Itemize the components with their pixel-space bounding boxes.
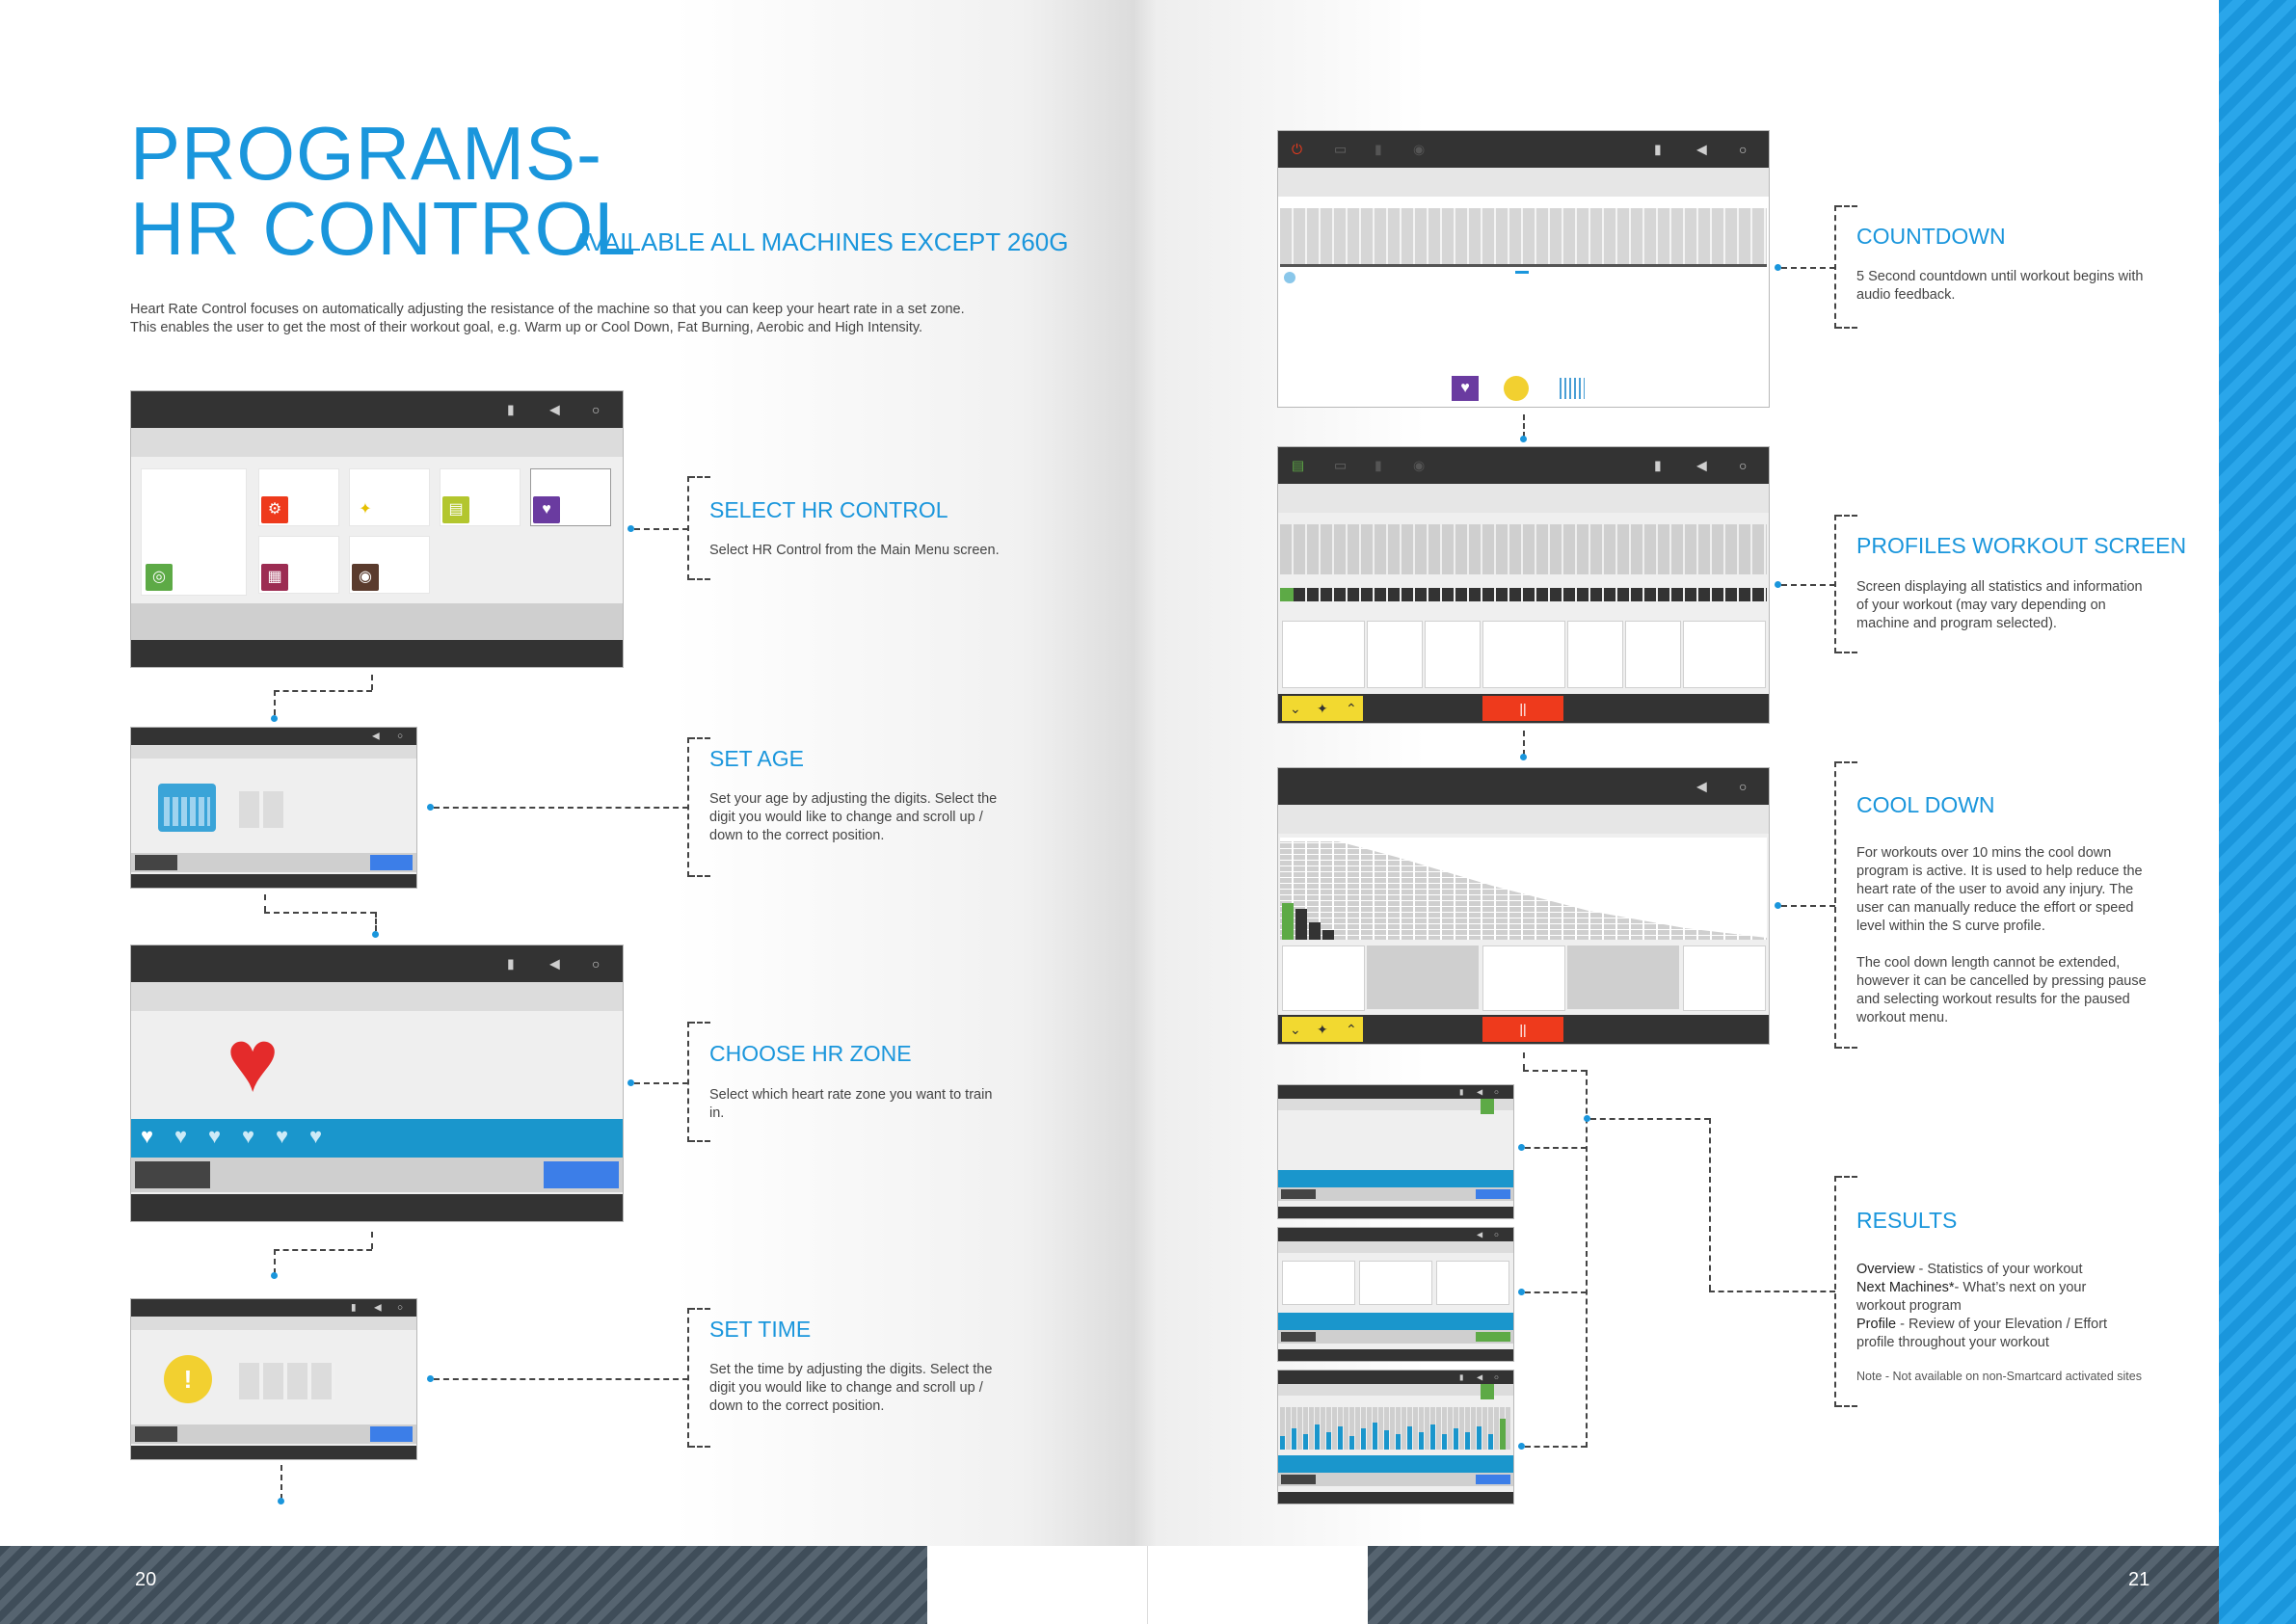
grid-icon: ▦ (261, 564, 288, 591)
page-subtitle: AVAILABLE ALL MACHINES EXCEPT 260G (574, 227, 1069, 256)
set-age-bracket (687, 737, 689, 877)
next-button[interactable] (1476, 1189, 1510, 1199)
choose-zone-desc-line: in. (709, 1105, 725, 1121)
status-bar (131, 391, 623, 428)
display-icon: ▭ (1334, 457, 1348, 473)
blue-edge-strip (2219, 0, 2296, 1624)
stat-box (1683, 621, 1766, 688)
profiles-workout-screen (1277, 446, 1770, 724)
countdown-desc-line: 5 Second countdown until workout begins with (1856, 269, 2144, 284)
menu-tile[interactable] (440, 468, 521, 526)
volume-icon: ◀ (549, 955, 560, 972)
battery-icon: ▮ (507, 401, 515, 417)
zone-heart-icon[interactable]: ♥ (242, 1124, 255, 1148)
next-machines-text-2: workout program (1856, 1298, 1962, 1314)
profiles-desc (1856, 578, 2184, 633)
settings-icon: ○ (592, 402, 601, 417)
chevron-up-icon[interactable]: ⌃ (1346, 1022, 1357, 1037)
volume-icon: ◀ (1696, 457, 1707, 473)
status-tag (1481, 1384, 1494, 1399)
countdown-title: COUNTDOWN (1856, 224, 2006, 249)
choose-zone-desc (709, 1086, 1037, 1123)
next-button[interactable] (370, 1426, 413, 1442)
profiles-desc-line: machine and program selected). (1856, 616, 2057, 631)
battery-icon: ▮ (1375, 141, 1382, 157)
calendar-icon (158, 784, 216, 832)
volume-icon: ◀ (1477, 1230, 1483, 1239)
profile-progress-row (1280, 588, 1767, 601)
cool-down-desc-line: and selecting workout results for the paused (1856, 992, 2130, 1007)
cool-down-desc-line: level within the S curve profile. (1856, 918, 2045, 934)
stat-box (1425, 621, 1481, 688)
countdown-icon (1284, 272, 1295, 283)
settings-icon: ○ (1739, 458, 1748, 473)
settings-icon: ○ (1494, 1372, 1499, 1382)
footer-bar-right (1368, 1546, 2219, 1624)
battery-icon: ▮ (1654, 457, 1662, 473)
heart-rate-icon: ♥ (226, 1012, 280, 1110)
profile-grid (1280, 208, 1767, 264)
set-time-screen (130, 1298, 417, 1460)
s-curve-profile (1280, 838, 1767, 940)
menu-tile[interactable] (258, 536, 339, 594)
cool-down-desc-line: The cool down length cannot be extended, (1856, 955, 2121, 971)
next-button[interactable] (544, 1161, 619, 1188)
select-hr-desc: Select HR Control from the Main Menu screen. (709, 543, 1000, 558)
choose-zone-desc-line: Select which heart rate zone you want to train (709, 1087, 993, 1103)
heart-icon: ♥ (1452, 376, 1479, 401)
profile-text-2: profile throughout your workout (1856, 1335, 2049, 1350)
settings-icon: ○ (592, 956, 601, 972)
results-note: Note - Not available on non-Smartcard activated sites (1856, 1370, 2142, 1383)
runner-icon: ✦ (1317, 701, 1328, 716)
settings-icon: ○ (397, 1302, 404, 1314)
overview-text: - Statistics of your workout (1914, 1262, 2083, 1277)
countdown-screen (1277, 130, 1770, 408)
stopwatch-icon: ! (164, 1355, 212, 1403)
title-line-2: HR CONTROL (130, 186, 637, 271)
power-icon: ⏻ (1292, 141, 1303, 157)
title-line-1: PROGRAMS- (130, 111, 603, 196)
stat-box (1282, 945, 1365, 1011)
menu-tile[interactable] (258, 468, 339, 526)
back-button[interactable] (135, 1161, 210, 1188)
battery-icon: ▮ (1459, 1372, 1464, 1382)
volume-icon: ◀ (1477, 1087, 1483, 1097)
speed-control[interactable] (1282, 696, 1363, 721)
select-hr-title: SELECT HR CONTROL (709, 497, 948, 522)
globe-icon: ◉ (1413, 457, 1426, 473)
stat-gap (1567, 945, 1679, 1009)
zone-heart-icon[interactable]: ♥ (141, 1124, 154, 1148)
cool-down-screen (1277, 767, 1770, 1045)
next-machines-label: Next Machines* (1856, 1280, 1955, 1295)
results-title: RESULTS (1856, 1208, 1958, 1233)
stat-gap (1367, 945, 1479, 1009)
stat-box (1282, 621, 1365, 688)
intro-line-2: This enables the user to get the most of their workout goal, e.g. Warm up or Cool Down, Fat Burning, Aerobic and High Intensity. (130, 320, 923, 335)
back-button[interactable] (1281, 1189, 1316, 1199)
speed-control[interactable] (1282, 1017, 1363, 1042)
back-button[interactable] (1281, 1475, 1316, 1484)
settings-icon: ○ (1494, 1230, 1499, 1239)
page-number-right: 21 (2128, 1569, 2150, 1590)
cool-down-profile (1280, 838, 1767, 940)
profiles-desc-line: of your workout (may vary depending on (1856, 598, 2106, 613)
age-digits[interactable] (239, 791, 283, 828)
next-button[interactable] (1476, 1332, 1510, 1342)
set-time-desc-line: digit you would like to change and scroll up / (709, 1380, 983, 1396)
battery-icon: ▮ (1654, 141, 1662, 157)
results-tabs[interactable] (1278, 1455, 1513, 1473)
chevron-down-icon[interactable]: ⌄ (1290, 1022, 1301, 1037)
cool-down-desc-line: program is active. It is used to help reduce the (1856, 864, 2143, 879)
results-profile-screen (1277, 1370, 1514, 1504)
time-digits[interactable] (239, 1363, 335, 1399)
runner-icon: ✦ (1317, 1022, 1328, 1037)
cool-down-desc-line: however it can be cancelled by pressing pause (1856, 973, 2147, 989)
pause-button[interactable]: || (1482, 1017, 1563, 1042)
volume-icon: ◀ (1477, 1372, 1483, 1382)
cool-down-title: COOL DOWN (1856, 792, 1995, 817)
set-time-desc-line: down to the correct position. (709, 1398, 885, 1414)
stat-box (1367, 621, 1423, 688)
machine-card[interactable] (1436, 1261, 1509, 1305)
volume-icon: ◀ (1696, 141, 1707, 157)
cool-down-bracket (1834, 761, 1836, 1049)
volume-icon: ◀ (1696, 778, 1707, 794)
gutter-line (1147, 1546, 1148, 1624)
set-age-desc-line: digit you would like to change and scroll up / (709, 810, 983, 825)
cool-down-desc-line: user can manually reduce the effort or speed (1856, 900, 2134, 916)
profile-grid (1280, 524, 1767, 574)
stopwatch-icon (1504, 376, 1529, 401)
results-tabs[interactable] (1278, 1313, 1513, 1330)
countdown-desc-line: audio feedback. (1856, 287, 1956, 303)
next-machines-text: - What’s next on your (1954, 1280, 2087, 1295)
target-icon: ◎ (146, 564, 173, 591)
results-overview-line (1856, 1261, 2184, 1279)
back-button[interactable] (135, 1426, 177, 1442)
countdown-bracket (1834, 205, 1836, 329)
set-time-title: SET TIME (709, 1317, 812, 1342)
profiles-desc-line: Screen displaying all statistics and information (1856, 579, 2143, 595)
countdown-indicator (1515, 271, 1529, 274)
stat-box (1482, 945, 1565, 1011)
chart-icon: ▤ (1292, 457, 1305, 473)
next-button[interactable] (1476, 1475, 1510, 1484)
cool-down-desc (1856, 844, 2184, 1027)
set-age-desc-line: Set your age by adjusting the digits. Select the (709, 791, 998, 807)
profile-label: Profile (1856, 1317, 1897, 1332)
hr-control-tile[interactable] (530, 468, 611, 526)
stat-box (1567, 621, 1623, 688)
gear-icon: ⚙ (261, 496, 288, 523)
choose-zone-bracket (687, 1022, 689, 1142)
pause-button[interactable]: || (1482, 696, 1563, 721)
cool-down-desc-line: For workouts over 10 mins the cool down (1856, 845, 2112, 861)
page-title (130, 111, 637, 271)
volume-icon: ◀ (549, 401, 560, 417)
page-number-left: 20 (135, 1569, 157, 1590)
settings-icon: ○ (1739, 779, 1748, 794)
volume-icon: ◀ (374, 1302, 382, 1314)
volume-icon: ◀ (372, 731, 380, 742)
profile-text: - Review of your Elevation / Effort (1896, 1317, 2108, 1332)
results-bracket (1834, 1176, 1836, 1407)
main-menu-screen (130, 390, 624, 668)
heart-icon: ♥ (533, 496, 560, 523)
globe-icon: ◉ (1413, 141, 1426, 157)
set-time-bracket (687, 1308, 689, 1448)
stat-box (1683, 945, 1766, 1011)
zone-heart-icon[interactable]: ♥ (208, 1124, 222, 1148)
battery-icon: ▮ (1375, 457, 1382, 473)
choose-zone-title: CHOOSE HR ZONE (709, 1041, 912, 1066)
runner-icon: ✦ (352, 496, 379, 523)
stat-box (1482, 621, 1565, 688)
zone-heart-icon[interactable]: ♥ (276, 1124, 289, 1148)
choose-zone-screen (130, 945, 624, 1222)
battery-icon: ▮ (1459, 1087, 1464, 1097)
cool-down-desc-line: workout menu. (1856, 1010, 1949, 1025)
equalizer-icon (1560, 378, 1585, 399)
chevron-up-icon[interactable]: ⌃ (1346, 701, 1357, 716)
set-time-desc-line: Set the time by adjusting the digits. Select the (709, 1362, 993, 1377)
chevron-down-icon[interactable]: ⌄ (1290, 701, 1301, 716)
zone-selector[interactable] (131, 1119, 623, 1158)
select-hr-bracket (687, 476, 689, 580)
zone-heart-icon[interactable]: ♥ (174, 1124, 188, 1148)
menu-tile[interactable] (141, 468, 247, 596)
results-overview-screen (1277, 1084, 1514, 1219)
machine-card[interactable] (1359, 1261, 1432, 1305)
settings-icon: ○ (1739, 142, 1748, 157)
set-age-screen (130, 727, 417, 889)
profiles-title: PROFILES WORKOUT SCREEN (1856, 533, 2187, 558)
back-button[interactable] (135, 855, 177, 870)
display-icon: ▭ (1334, 141, 1348, 157)
battery-icon: ▮ (351, 1302, 357, 1314)
back-button[interactable] (1281, 1332, 1316, 1342)
effort-profile (1280, 1407, 1511, 1450)
chart-icon: ▤ (442, 496, 469, 523)
results-desc (1856, 1261, 2184, 1352)
intro-line-1: Heart Rate Control focuses on automatically adjusting the resistance of the machine so that you can keep your heart rate in a set zone. (130, 302, 965, 317)
settings-icon: ○ (1494, 1087, 1499, 1097)
results-tabs[interactable] (1278, 1170, 1513, 1187)
settings-icon: ○ (397, 731, 404, 742)
set-age-desc (709, 790, 1037, 845)
next-button[interactable] (370, 855, 413, 870)
stat-box (1625, 621, 1681, 688)
results-profile-line (1856, 1316, 2184, 1334)
helmet-icon: ◉ (352, 564, 379, 591)
profiles-bracket (1834, 515, 1836, 653)
battery-icon: ▮ (507, 955, 515, 972)
results-next-machines-screen (1277, 1227, 1514, 1362)
menu-tile[interactable] (349, 536, 430, 594)
set-time-desc (709, 1361, 1037, 1416)
machine-card[interactable] (1282, 1261, 1355, 1305)
menu-tile[interactable] (349, 468, 430, 526)
effort-bars (1280, 1407, 1511, 1450)
set-age-title: SET AGE (709, 746, 805, 771)
results-next-line (1856, 1279, 2184, 1297)
cool-down-desc-line: heart rate of the user to avoid any injury. The (1856, 882, 2134, 897)
countdown-desc (1856, 268, 2184, 305)
overview-label: Overview (1856, 1262, 1915, 1277)
zone-heart-icon[interactable]: ♥ (309, 1124, 323, 1148)
intro-paragraph (130, 301, 1036, 337)
set-age-desc-line: down to the correct position. (709, 828, 885, 843)
status-tag (1481, 1099, 1494, 1114)
